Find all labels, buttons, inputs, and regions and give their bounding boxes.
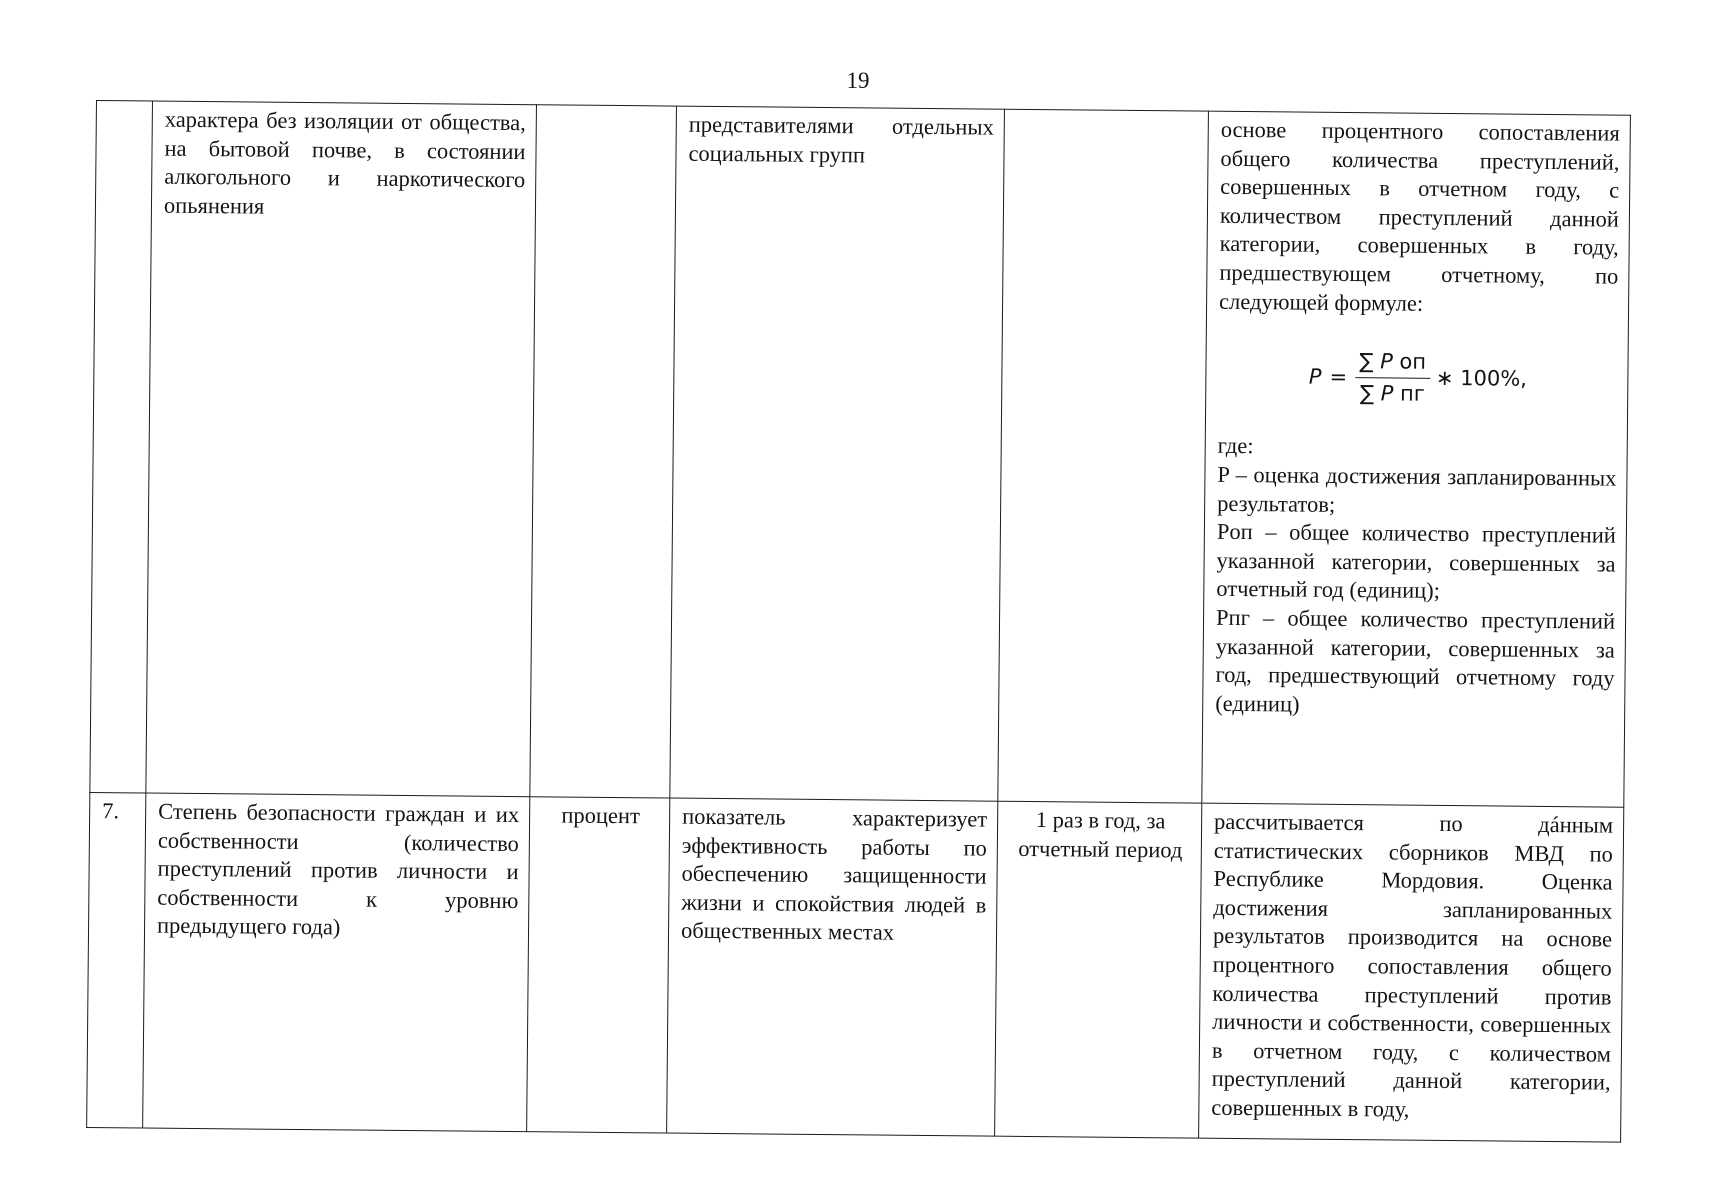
method-intro: основе процентного сопоставления общего количества преступлений, совершенных в отчетном году, с количеством преступлений данной категории, совершенных в году, предшествующем отчетному, по следующей формуле: bbox=[1219, 116, 1620, 316]
definition-ppg: Pпг – общее количество преступлений указанной категории, совершенных за год, предшествующий отчетному году (единиц) bbox=[1215, 604, 1616, 717]
sum-sign: ∑ bbox=[1359, 380, 1375, 406]
indicators-table-wrap bbox=[86, 100, 1630, 1143]
frequency-cell: 1 раз в год, за отчетный период bbox=[995, 801, 1202, 1138]
denominator-sub: пг bbox=[1399, 381, 1425, 406]
indicators-table bbox=[86, 100, 1631, 1143]
formula-equals: = bbox=[1329, 364, 1348, 389]
table-row bbox=[87, 792, 1624, 1142]
table-row bbox=[90, 101, 1631, 808]
method-cell: рассчитывается по дáнным статистических сборников МВД по Республике Мордовия. Оценка достижения запланированных результатов производится на основе процентного сопоставления общего количества преступлений против личности и собственности, совершенных в отчетном году, с количеством преступлений данной категории, совершенных в году, bbox=[1199, 803, 1624, 1142]
indicator-cell: Степень безопасности граждан и их собственности (количество преступлений против личности и собственности к уровню предыдущего года) bbox=[143, 793, 530, 1132]
definition-p: P – оценка достижения запланированных результатов; bbox=[1217, 461, 1617, 517]
frequency-cell bbox=[998, 109, 1209, 803]
denominator-var: P bbox=[1380, 381, 1394, 406]
formula-numerator bbox=[1355, 347, 1430, 378]
unit-cell bbox=[530, 105, 677, 798]
formula-multiplier: ∗ 100%, bbox=[1435, 365, 1528, 391]
formula-denominator bbox=[1356, 378, 1429, 408]
numerator-var: P bbox=[1380, 349, 1393, 374]
definition-pop: Pоп – общее количество преступлений указанной категории, совершенных за отчетный год (единиц); bbox=[1216, 518, 1617, 604]
page-number: 19 bbox=[846, 68, 870, 93]
sum-sign: ∑ bbox=[1359, 349, 1374, 374]
method-cell bbox=[1202, 111, 1631, 807]
formula bbox=[1218, 346, 1618, 410]
numerator-sub: оп bbox=[1399, 349, 1427, 374]
where-label: где: bbox=[1217, 433, 1254, 459]
unit-cell: процент bbox=[527, 797, 670, 1133]
description-cell: показатель характеризует эффективность работы по обеспечению защищенности жизни и спокойствия людей в общественных местах bbox=[667, 798, 998, 1136]
row-number-cell bbox=[90, 101, 153, 794]
indicator-cell: характера без изоляции от общества, на бытовой почве, в состоянии алкогольного и наркотического опьянения bbox=[146, 101, 537, 797]
description-cell: представителями отдельных социальных групп bbox=[670, 106, 1005, 801]
formula-lhs: P bbox=[1308, 364, 1322, 389]
formula-fraction bbox=[1355, 347, 1430, 408]
row-number-cell: 7. bbox=[87, 792, 146, 1128]
